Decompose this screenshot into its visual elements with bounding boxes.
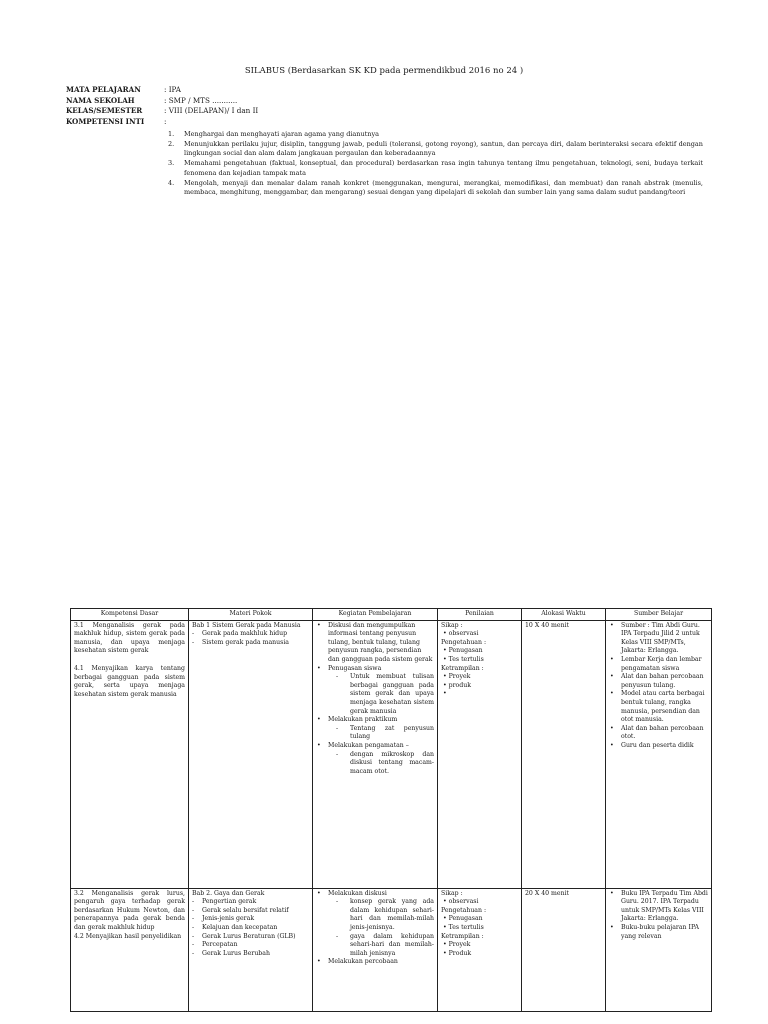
list-item: • Melakukan percobaan [328, 958, 434, 967]
penilaian-cell [438, 888, 522, 1011]
assessment-heading: Ketrampilan : [441, 664, 484, 672]
materi-title: Bab 1 Sistem Gerak pada Manusia [192, 621, 301, 629]
kd-cell [71, 620, 189, 888]
identity-block [66, 85, 258, 127]
item-number: 4. [168, 178, 175, 187]
sumber-cell [606, 620, 712, 888]
column-header: Kegiatan Pembelajaran [313, 609, 438, 621]
info-value: : SMP / MTS ........... [164, 95, 238, 105]
item-number: 3. [168, 159, 175, 168]
list-item: - konsep gerak yang ada dalam kehidupan sehari-hari dan memilah-milah jenis-jenisnya. [350, 898, 434, 932]
column-header: Alokasi Waktu [522, 609, 606, 621]
list-item: • Tes tertulis [443, 655, 484, 663]
alokasi-cell: 20 X 40 menit [522, 888, 606, 1011]
list-item: • Alat dan bahan percobaan penyusun tulang. [621, 673, 708, 690]
list-item: • Guru dan peserta didik [621, 742, 708, 751]
assessment-heading: Ketrampilan : [441, 932, 484, 940]
assessment-heading: Pengetahuan : [441, 906, 487, 914]
page-title: SILABUS (Berdasarkan SK KD pada permendikbud 2016 no 24 ) [244, 66, 524, 76]
column-header: Materi Pokok [189, 609, 313, 621]
list-item: • Model atau carta berbagai bentuk tulang, rangka manusia, persendian dan otot manusia. [621, 690, 708, 724]
info-row-class [66, 106, 258, 117]
kd-text: 4.1 Menyajikan karya tentang berbagai gangguan pada sistem gerak, serta upaya menjaga kesehatan sistem gerak manusia [74, 664, 185, 698]
kegiatan-cell [313, 620, 438, 888]
list-item: • observasi [443, 630, 479, 638]
info-row-core-competence [66, 117, 258, 128]
kd-text: 4.2 Menyajikan hasil penyelidikan [74, 932, 182, 940]
list-item: • Buku IPA Terpadu Tim Abdi Guru. 2017. IPA Terpadu untuk SMP/MTs Kelas VIII Jakarta: Erlangga. [621, 890, 708, 924]
alokasi-cell: 10 X 40 menit [522, 620, 606, 888]
materi-cell [189, 888, 313, 1011]
list-item: • Lembar Kerja dan lembar pengamatan siswa [621, 656, 708, 673]
core-competence-item [168, 130, 703, 140]
core-competence-item [168, 179, 703, 198]
list-item: • produk [443, 681, 471, 689]
list-item: - Gerak Lurus Beraturan (GLB) [202, 933, 309, 942]
list-item: • Melakukan pengamatan – - dengan mikroskop dan diskusi tentang macam-macam otot. [328, 742, 434, 776]
list-item: • [443, 690, 447, 698]
item-text: Menghargai dan menghayati ajaran agama yang dianutnya [184, 130, 380, 138]
list-item: • Sumber : Tim Abdi Guru. IPA Terpadu Jilid 2 untuk Kelas VIII SMP/MTs, Jakarta: Erlangga. [621, 622, 708, 656]
list-item: - gaya dalam kehidupan sehari-hari dan memilah-milah jenisnya [350, 933, 434, 959]
list-item: - Gerak Lurus Berubah [202, 950, 309, 959]
list-item: - Gerak selalu bersifat relatif [202, 907, 309, 916]
list-item: - Percepatan [202, 941, 309, 950]
list-item: - Untuk membuat tulisan berbagai gangguan pada sistem gerak dan upaya menjaga kesehatan sistem gerak manusia [350, 673, 434, 716]
item-number: 2. [168, 139, 175, 148]
list-item: • Alat dan bahan percobaan otot. [621, 725, 708, 742]
list-item: • Penugasan [443, 915, 483, 923]
info-value: : VIII (DELAPAN)/ I dan II [164, 106, 259, 115]
list-item: • Tes tertulis [443, 923, 484, 931]
list-item: - dengan mikroskop dan diskusi tentang macam-macam otot. [350, 751, 434, 777]
list-item: • Melakukan praktikum - Tentang zat penyusun tulang [328, 716, 434, 742]
item-number: 1. [168, 130, 175, 138]
item-text: Mengolah, menyaji dan menalar dalam ranah konkret (menggunakan, mengurai, merangkai, memodifikasi, dan membuat) dan ranah abstrak (menulis, membaca, menghitung, menggambar, dan mengarang) sesuai dengan yang dipelajari di sekolah dan sumber lain yang sama dalam sudut pandang/teori [184, 178, 703, 197]
list-item: • Penugasan siswa - Untuk membuat tulisan berbagai gangguan pada sistem gerak dan upaya menjaga kesehatan sistem gerak manusia [328, 665, 434, 717]
list-item: • Proyek [443, 941, 471, 949]
list-item: • Produk [443, 949, 472, 957]
penilaian-cell [438, 620, 522, 888]
list-item: - Jenis-jenis gerak [202, 915, 309, 924]
kd-text: 3.1 Menganalisis gerak pada makhluk hidup, sistem gerak pada manusia, dan upaya menjaga kesehatan sistem gerak [74, 621, 185, 655]
list-item: • Diskusi dan mengumpulkan informasi tentang penyusun tulang, bentuk tulang, tulang penyusun rangka, persendian dan gangguan pada sistem gerak [328, 622, 434, 665]
info-label: KOMPETENSI INTI [66, 116, 145, 126]
list-item: - Sistem gerak pada manusia [202, 639, 309, 648]
list-item: - Gerak pada makhluk hidup [202, 630, 309, 639]
column-header: Sumber Belajar [606, 609, 712, 621]
item-text: Memahami pengetahuan (faktual, konseptual, dan procedural) berdasarkan rasa ingin tahunya tentang ilmu pengetahuan, teknologi, seni, budaya terkait fenomena dan kejadian tampak mata [184, 159, 703, 177]
sumber-cell [606, 888, 712, 1011]
info-label: NAMA SEKOLAH [66, 95, 135, 105]
list-item: - Tentang zat penyusun tulang [350, 725, 434, 742]
list-item: • Penugasan [443, 647, 483, 655]
info-row-school [66, 96, 258, 107]
materi-title: Bab 2. Gaya dan Gerak [192, 889, 265, 897]
materi-cell [189, 620, 313, 888]
list-item: - Pengertian gerak [202, 898, 309, 907]
assessment-heading: Sikap : [441, 621, 463, 629]
kegiatan-cell [313, 888, 438, 1011]
table-row [71, 620, 712, 888]
core-competence-list [168, 130, 703, 198]
item-text: Menunjukkan perilaku jujur, disiplin, tanggung jawab, peduli (toleransi, gotong royong), santun, dan percaya diri, dalam berinteraksi secara efektif dengan lingkungan social dan alam dalam jangkauan pergaulan dan keberadaannya [184, 139, 703, 158]
list-item: - Kelajuan dan kecepatan [202, 924, 309, 933]
column-header: Penilaian [438, 609, 522, 621]
syllabus-table [70, 608, 712, 1012]
list-item: • Buku-buku pelajaran IPA yang relevan [621, 924, 708, 941]
table-header-row [71, 609, 712, 621]
list-item: • Melakukan diskusi - konsep gerak yang ada dalam kehidupan sehari-hari dan memilah-milah jenis-jenisnya. - gaya dalam kehidupan sehari-hari dan memilah-milah jenisnya [328, 890, 434, 959]
info-label: KELAS/SEMESTER [66, 106, 143, 115]
core-competence-item [168, 140, 703, 159]
info-label: MATA PELAJARAN [66, 85, 141, 94]
list-item: • observasi [443, 898, 479, 906]
table-row [71, 888, 712, 1011]
info-value: : [164, 116, 167, 126]
assessment-heading: Sikap : [441, 889, 463, 897]
list-item: • Proyek [443, 673, 471, 681]
kd-cell [71, 888, 189, 1011]
assessment-heading: Pengetahuan : [441, 638, 487, 646]
core-competence-item [168, 159, 703, 178]
info-value: : IPA [164, 85, 181, 94]
column-header: Kompetensi Dasar [71, 609, 189, 621]
info-row-subject [66, 85, 258, 96]
kd-text: 3.2 Menganalisis gerak lurus, pengaruh gaya terhadap gerak berdasarkan Hukum Newton, dan penerapannya pada gerak benda dan gerak makhluk hidup [74, 889, 185, 931]
